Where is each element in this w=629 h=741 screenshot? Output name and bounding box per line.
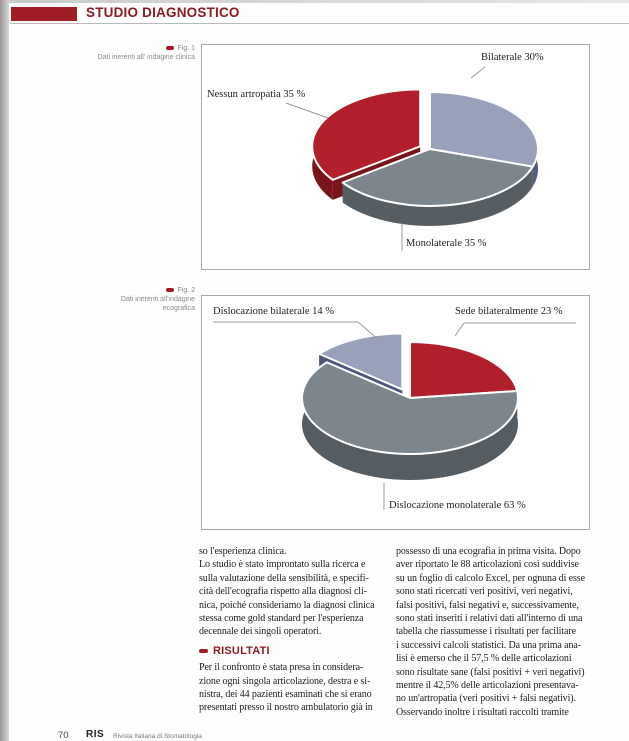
text-line: tabella che riassumesse i risultati per facilitare [396, 626, 576, 638]
pie-chart-ecografica [202, 296, 589, 529]
text-line: Lo studio è stato improntato sulla ricerca e [199, 559, 366, 571]
text-line: sono stati ricercati veri positivi, veri negativi, [396, 586, 573, 598]
header-rule [10, 23, 629, 24]
figure-1-caption-lines [45, 53, 195, 62]
pie-chart-clinica [202, 45, 589, 269]
results-heading-label: RISULTATI [213, 644, 270, 657]
text-line: possesso di una ecografia in prima visita. Dopo [396, 546, 581, 557]
text-line: Osservando inoltre i risultati raccolti tramite [396, 706, 569, 718]
text-line: decennale dei singoli operatori. [199, 626, 322, 638]
text-line: sono stati inseriti i relativi dati all'interno di una [396, 613, 583, 625]
text-line: Dati inerenti all' indagine clinica [97, 54, 195, 61]
paragraph-lines [199, 545, 392, 639]
text-line: ecografica [162, 305, 195, 312]
journal-logo: RIS [86, 729, 105, 740]
scan-edge [0, 0, 9, 741]
text-line: Per il confronto è stata presa in considera- [199, 662, 364, 674]
red-square-icon [166, 46, 174, 50]
body-column-left [199, 545, 392, 715]
header-accent-bar [11, 7, 77, 21]
text-line: su un foglio di calcolo Excel, per ognuna di esse [396, 572, 585, 584]
text-line: cità dell'ecografia rispetto alla diagnosi cli- [199, 586, 367, 598]
text-line: mentre il 42,5% delle articolazioni presentava- [396, 680, 579, 692]
figure-2-tag-label: Fig. 2 [177, 287, 195, 294]
figure-1-tag [45, 44, 195, 53]
chart-label-monolaterale: Monolaterale 35 % [406, 238, 487, 249]
body-column-right [396, 545, 610, 719]
figure-2-tag [45, 286, 195, 295]
text-line: Dati inerenti all'indagine [120, 296, 195, 303]
chart-label-sede-bilateralmente: Sede bilateralmente 23 % [455, 306, 563, 317]
results-heading [199, 645, 392, 658]
text-line: i successivi calcoli statistici. Da una prima ana- [396, 639, 581, 651]
text-line: so l'esperienza clinica. [199, 546, 287, 557]
figure-2-chart-frame [201, 295, 590, 530]
paragraph-lines [396, 545, 610, 719]
pie-slice [410, 342, 517, 398]
figure-2-caption-lines [45, 295, 195, 313]
text-line: lisi è emerso che il 57,5 % delle articolazioni [396, 653, 572, 665]
figure-1-tag-label: Fig. 1 [177, 45, 195, 52]
journal-name: Rivista Italiana di Stomatologia [113, 733, 202, 740]
chart-label-nessun-artropatia: Nessun artropatia 35 % [207, 89, 306, 100]
text-line: nica, poiché consideriamo la diagnosi clinica [199, 599, 375, 611]
text-line: sono risultate sane (falsi positivi + veri negativi) [396, 666, 585, 678]
page-title: STUDIO DIAGNOSTICO [86, 5, 240, 20]
text-line: no un'artropatia (veri positivi + falsi negativi). [396, 693, 576, 705]
text-line: nistra, dei 44 pazienti esaminati che si erano [199, 689, 372, 701]
chart-label-dislocazione-monolaterale: Dislocazione monolaterale 63 % [389, 500, 526, 511]
text-line: aver riportato le 88 articolazioni così suddivise [396, 559, 579, 571]
text-line: sulla valutazione della sensibilità, e specifi- [199, 572, 369, 584]
paragraph-lines [199, 661, 392, 715]
text-line: presentati presso il nostro ambulatorio già in [199, 702, 373, 714]
text-line: falsi positivi, falsi negativi e, successivamente, [396, 599, 579, 611]
page-footer [0, 729, 629, 741]
figure-1-chart-frame [201, 44, 590, 270]
figure-1-caption [45, 44, 195, 62]
chart-label-dislocazione-bilaterale: Dislocazione bilaterale 14 % [213, 306, 334, 317]
red-square-icon [199, 649, 208, 653]
red-square-icon [166, 288, 174, 292]
page-number: 70 [58, 730, 69, 741]
figure-2-caption [45, 286, 195, 313]
text-line: stessa come gold standard per l'esperienza [199, 613, 364, 625]
text-line: zione ogni singola articolazione, destra e si- [199, 675, 371, 687]
chart-label-bilaterale: Bilaterale 30% [481, 52, 544, 63]
